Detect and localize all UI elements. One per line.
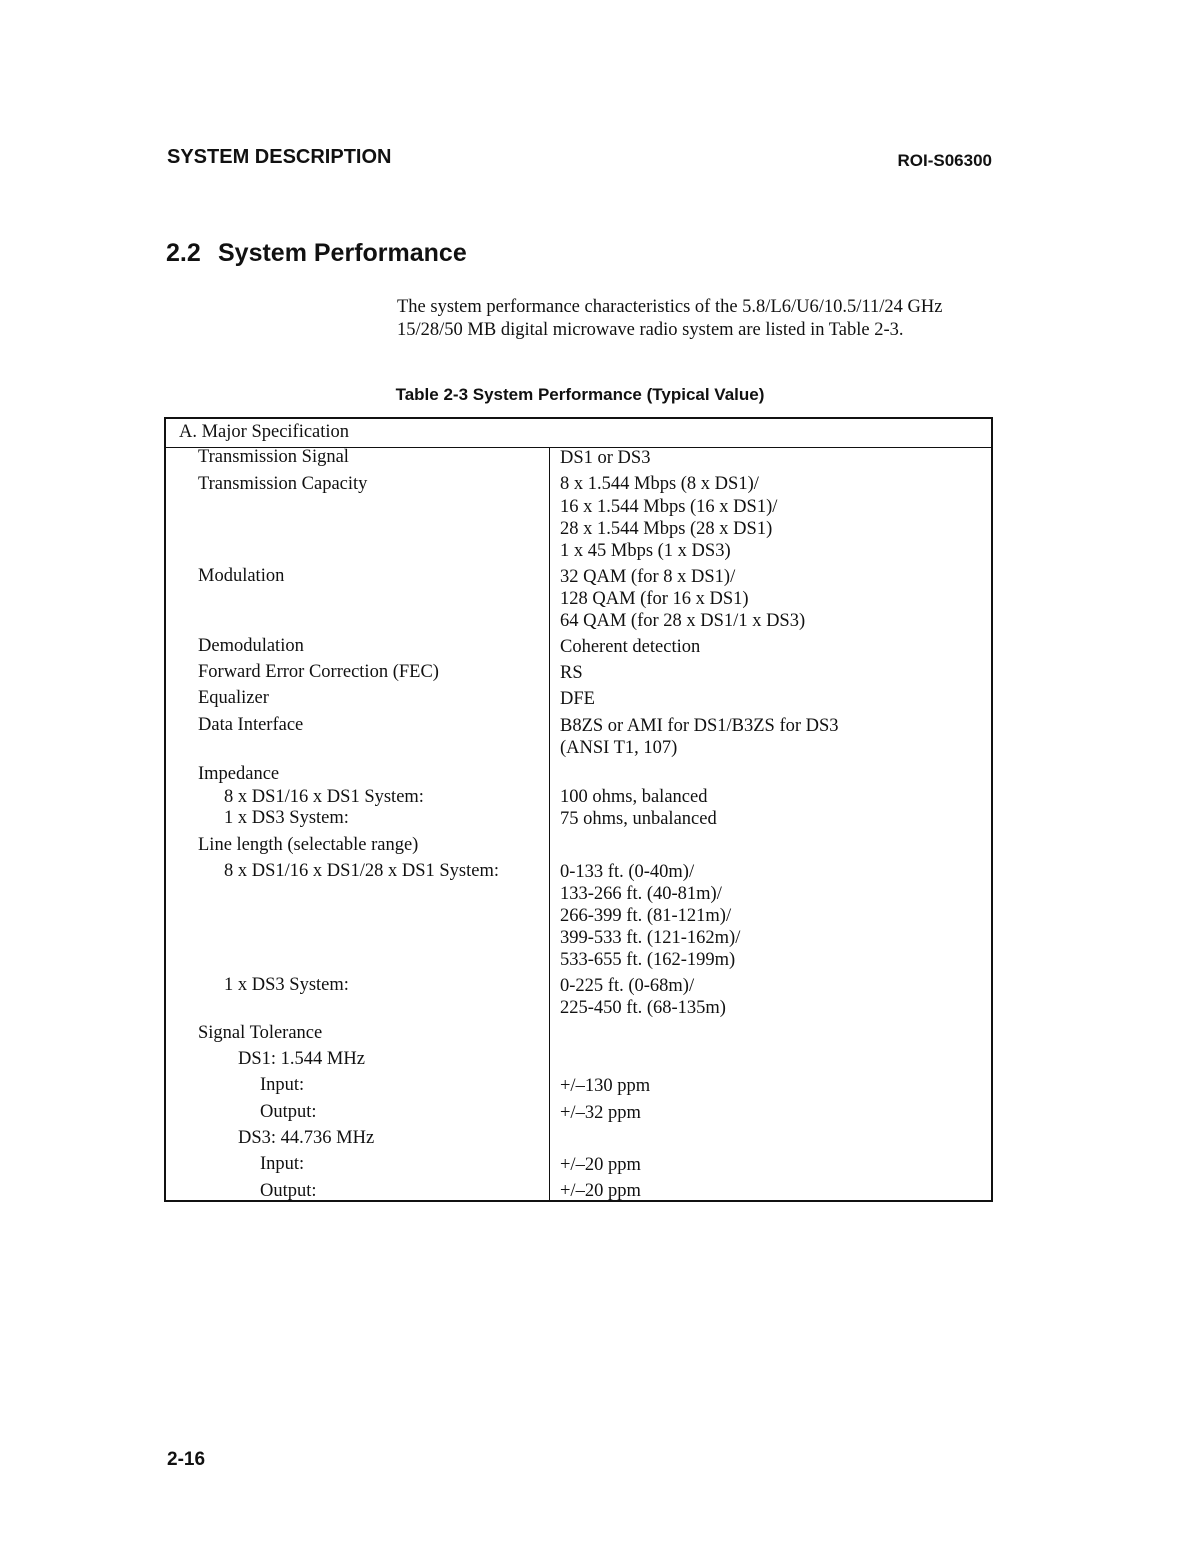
value-data-interface: B8ZS or AMI for DS1/B3ZS for DS3 [560, 716, 839, 736]
value-modulation: 32 QAM (for 8 x DS1)/ [560, 567, 736, 587]
intro-line: The system performance characteristics of the 5.8/L6/U6/10.5/11/24 GHz [397, 297, 943, 317]
value-line-length-ds1: 0-133 ft. (0-40m)/ [560, 862, 695, 882]
label-ds1: DS1: 1.544 MHz [238, 1049, 365, 1069]
label-impedance: Impedance [198, 764, 280, 784]
value-ds3-output: +/–20 ppm [560, 1181, 641, 1201]
label-modulation: Modulation [198, 566, 285, 586]
label-ds3-input: Input: [260, 1154, 305, 1174]
table-caption: Table 2-3 System Performance (Typical Value) [395, 385, 765, 404]
column-divider [549, 448, 550, 1200]
value-impedance-ds3: 75 ohms, unbalanced [560, 809, 717, 829]
table-section-heading: A. Major Specification [166, 419, 991, 448]
label-demodulation: Demodulation [198, 636, 304, 656]
value-ds1-output: +/–32 ppm [560, 1103, 641, 1123]
label-transmission-capacity: Transmission Capacity [198, 474, 368, 494]
value-line-length-ds3: 0-225 ft. (0-68m)/ [560, 976, 695, 996]
value-line-length-ds1: 399-533 ft. (121-162m)/ [560, 928, 741, 948]
value-equalizer: DFE [560, 689, 595, 709]
section-number: 2.2 [166, 239, 201, 267]
section-heading [166, 239, 467, 268]
value-capacity: 16 x 1.544 Mbps (16 x DS1)/ [560, 497, 778, 517]
label-ds1-output: Output: [260, 1102, 317, 1122]
label-ds3-output: Output: [260, 1181, 317, 1201]
value-ds1-input: +/–130 ppm [560, 1076, 651, 1096]
label-signal-tolerance: Signal Tolerance [198, 1023, 323, 1043]
value-line-length-ds3: 225-450 ft. (68-135m) [560, 998, 726, 1018]
document-number: ROI-S06300 [897, 151, 992, 170]
intro-line: 15/28/50 MB digital microwave radio system are listed in Table 2-3. [397, 320, 904, 340]
label-ds1-input: Input: [260, 1075, 305, 1095]
value-capacity: 28 x 1.544 Mbps (28 x DS1) [560, 519, 773, 539]
label-impedance-ds1: 8 x DS1/16 x DS1 System: [224, 787, 424, 807]
label-fec: Forward Error Correction (FEC) [198, 662, 439, 682]
value-demodulation: Coherent detection [560, 637, 701, 657]
value-capacity: 8 x 1.544 Mbps (8 x DS1)/ [560, 474, 759, 494]
page-number: 2-16 [167, 1449, 206, 1470]
value-line-length-ds1: 133-266 ft. (40-81m)/ [560, 884, 722, 904]
value-data-interface: (ANSI T1, 107) [560, 738, 678, 758]
value-line-length-ds1: 533-655 ft. (162-199m) [560, 950, 736, 970]
value-capacity: 1 x 45 Mbps (1 x DS3) [560, 541, 731, 561]
label-ds3: DS3: 44.736 MHz [238, 1128, 375, 1148]
value-line-length-ds1: 266-399 ft. (81-121m)/ [560, 906, 732, 926]
label-line-length: Line length (selectable range) [198, 835, 419, 855]
label-transmission-signal: Transmission Signal [198, 447, 349, 467]
value-impedance-ds1: 100 ohms, balanced [560, 787, 708, 807]
label-data-interface: Data Interface [198, 715, 304, 735]
running-header-title: SYSTEM DESCRIPTION [167, 146, 392, 168]
value-modulation: 64 QAM (for 28 x DS1/1 x DS3) [560, 611, 806, 631]
label-line-length-ds1: 8 x DS1/16 x DS1/28 x DS1 System: [224, 861, 499, 881]
spec-table [164, 417, 993, 1202]
value-modulation: 128 QAM (for 16 x DS1) [560, 589, 749, 609]
label-impedance-ds3: 1 x DS3 System: [224, 808, 349, 828]
value-transmission-signal: DS1 or DS3 [560, 448, 651, 468]
label-equalizer: Equalizer [198, 688, 269, 708]
value-ds3-input: +/–20 ppm [560, 1155, 641, 1175]
intro-paragraph [397, 296, 997, 342]
value-fec: RS [560, 663, 583, 683]
section-title: System Performance [218, 239, 467, 267]
label-line-length-ds3: 1 x DS3 System: [224, 975, 349, 995]
